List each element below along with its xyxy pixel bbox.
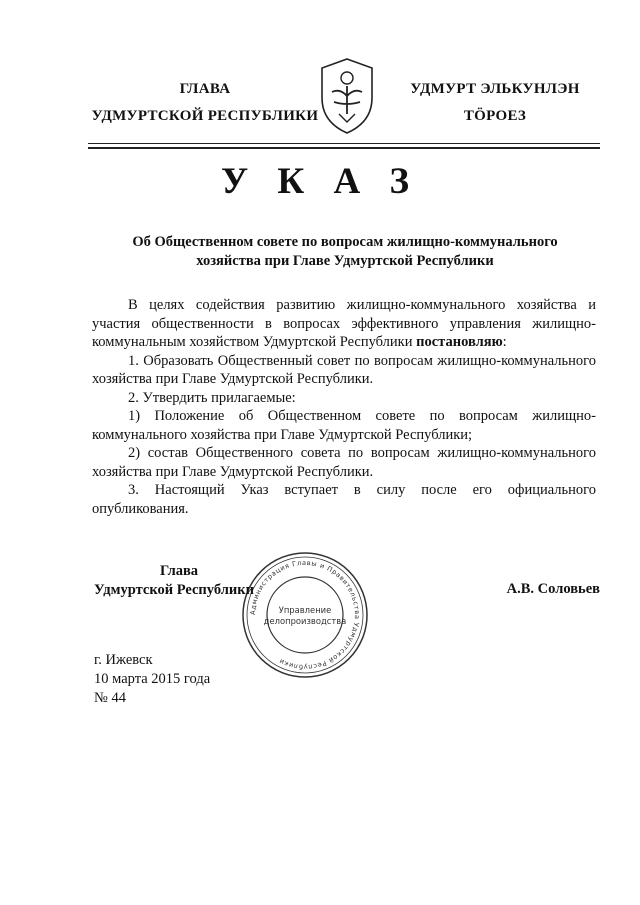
header-right-line1: УДМУРТ ЭЛЬКУНЛЭН — [410, 81, 580, 97]
signature-title-line1: Глава — [160, 563, 199, 579]
header-left-line2: УДМУРТСКОЙ РЕСПУБЛИКИ — [91, 108, 319, 124]
intro-colon: : — [502, 334, 507, 350]
decree-body — [92, 296, 596, 518]
footer-city: г. Ижевск — [94, 652, 153, 668]
udmurt-coat-of-arms-icon — [312, 56, 382, 136]
paragraph-2: 2. Утвердить прилагаемые: — [128, 389, 296, 406]
signature-title-line2: Удмуртской Республики — [94, 582, 254, 598]
paragraph-2-2: 2) состав Общественного совета по вопросам жилищно-коммунального хозяйства при Главе Удмуртской Республики. — [92, 445, 596, 480]
stamp-outer-text: Администрация Главы и Правительства Удмуртской Республики — [248, 558, 362, 672]
paragraph-3: 3. Настоящий Указ вступает в силу после его официального опубликования. — [92, 482, 596, 517]
footer-number: № 44 — [94, 690, 126, 706]
stamp-inner-line1: Управление — [278, 605, 332, 615]
decree-subject — [90, 233, 600, 271]
header-divider — [88, 143, 600, 144]
signature-title — [94, 562, 274, 600]
page-title: У К А З — [221, 161, 419, 202]
header-right — [395, 76, 595, 130]
intro-paragraph — [92, 296, 596, 352]
subject-line2: хозяйства при Главе Удмуртской Республики — [196, 253, 494, 269]
intro-bold: постановляю — [416, 334, 503, 350]
signatory-name: А.В. Соловьев — [506, 581, 600, 597]
paragraph-2-1: 1) Положение об Общественном совете по вопросам жилищно-коммунального хозяйства при Главе Удмуртской Республики; — [92, 408, 596, 443]
paragraph-1: 1. Образовать Общественный совет по вопросам жилищно-коммунального хозяйства при Главе Удмуртской Республики. — [92, 352, 596, 387]
document-footer — [94, 651, 210, 708]
footer-date: 10 марта 2015 года — [94, 671, 211, 687]
header-left — [80, 76, 330, 130]
subject-line1: Об Общественном совете по вопросам жилищно-коммунального — [132, 234, 558, 250]
header-left-line1: ГЛАВА — [179, 81, 231, 97]
intro-text: В целях содействия развитию жилищно-коммунального хозяйства и участия общественности в вопросах эффективного управления жилищно-коммунальным хозяйством Удмуртской Республики — [92, 297, 596, 350]
header-divider-thick — [88, 147, 600, 149]
stamp-inner-line2: делопроизводства — [263, 616, 347, 626]
header-right-line2: ТӦРОЕЗ — [463, 108, 527, 124]
